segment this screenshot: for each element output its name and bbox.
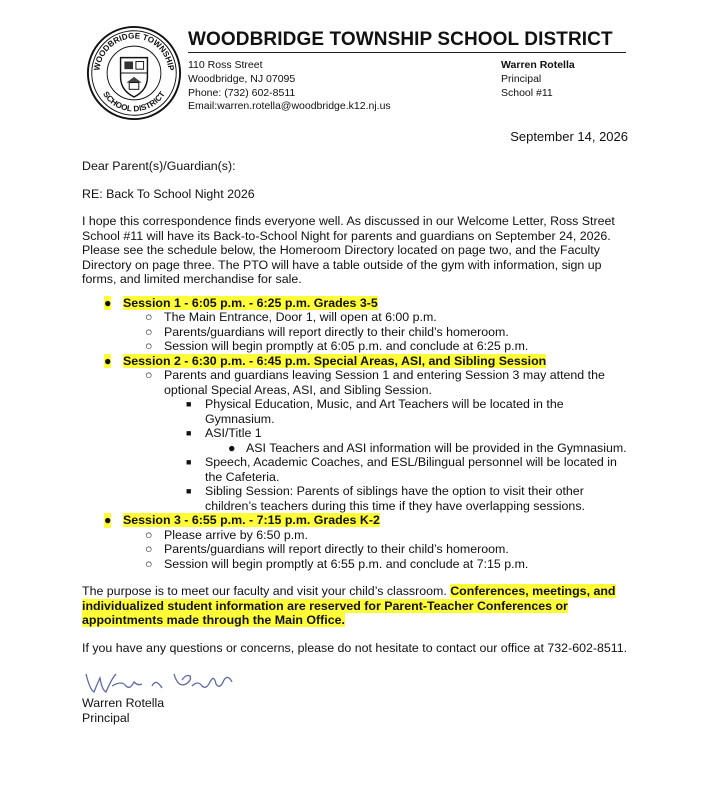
session-2 <box>82 354 630 369</box>
svg-text:SCHOOL DISTRICT: SCHOOL DISTRICT <box>101 89 167 114</box>
list-item: ■ Speech, Academic Coaches, and ESL/Bilingual personnel will be located in the Cafeteria. <box>186 455 617 484</box>
square-bullet-icon: ■ <box>186 399 192 409</box>
session-title: Session 1 - 6:05 p.m. - 6:25 p.m. Grades 3-5 <box>123 295 378 310</box>
district-name: WOODBRIDGE TOWNSHIP SCHOOL DISTRICT <box>188 29 613 50</box>
list-item: ■ Physical Education, Music, and Art Teachers will be located in the Gymnasium. <box>186 397 564 426</box>
session-title: Session 2 - 6:30 p.m. - 6:45 p.m. Special Areas, ASI, and Sibling Session <box>123 353 547 368</box>
circle-bullet-icon: ○ <box>145 542 153 556</box>
purpose-paragraph <box>82 584 630 628</box>
list-item: ○ Parents and guardians leaving Session 1 and entering Session 3 may attend the optional Special Areas, ASI, and Sibling Session. <box>145 368 605 397</box>
circle-bullet-icon: ○ <box>145 310 153 324</box>
circle-bullet-icon: ○ <box>145 324 153 339</box>
bullet-icon: ● <box>104 513 112 527</box>
closing-paragraph: If you have any questions or concerns, please do not hesitate to contact our office at 732-602-8511. <box>82 640 628 655</box>
list-item: ■ Sibling Session: Parents of siblings have the option to visit their other children’s teachers during this time if they have overlapping sessions. <box>186 484 585 513</box>
session-title: Session 3 - 6:55 p.m. - 7:15 p.m. Grades K-2 <box>123 513 380 527</box>
principal-contact <box>501 59 575 100</box>
list-item: ○ Session will begin promptly at 6:05 p.m. and conclude at 6:25 p.m. <box>145 339 529 353</box>
list-item: ■ ASI/Title 1 <box>186 426 262 440</box>
address-email: Email:warren.rotella@woodbridge.k12.nj.us <box>188 100 391 113</box>
address-phone: Phone: (732) 602-8511 <box>188 86 296 99</box>
bullet-icon: ● <box>104 353 112 368</box>
principal-title: Principal <box>501 72 542 85</box>
letter-body <box>82 159 630 725</box>
purpose-highlight: Conferences, meetings, and individualized student information are reserved for Parent-Teacher Conferences or appointments made through the Main Office. <box>82 584 616 627</box>
list-item: ○ The Main Entrance, Door 1, will open at 6:00 p.m. <box>145 310 437 324</box>
purpose-text: The purpose is to meet our faculty and visit your child’s classroom. <box>82 584 447 598</box>
square-bullet-icon: ■ <box>186 428 192 438</box>
square-bullet-icon: ■ <box>186 457 192 467</box>
address-street: 110 Ross Street <box>188 59 263 71</box>
square-bullet-icon: ■ <box>186 486 192 496</box>
list-item: ○ Please arrive by 6:50 p.m. <box>145 527 308 542</box>
header-rule <box>188 52 626 53</box>
intro-paragraph: I hope this correspondence finds everyone well. As discussed in our Welcome Letter, Ross Street School #11 will have its Back-to-School Night for parents and guardians on September 24, 2026. Please see the schedule below, the Homeroom Directory located on page two, and the Faculty Directory on page three. The PTO will have a table outside of the gym with information, sign up forms, and limited merchandise for sale. <box>82 214 615 286</box>
session-1 <box>82 296 630 311</box>
list-item: ○ Parents/guardians will report directly to their child’s homeroom. <box>145 542 509 556</box>
circle-bullet-icon: ○ <box>145 527 153 542</box>
letter-date: September 14, 2026 <box>510 129 628 144</box>
re-line: RE: Back To School Night 2026 <box>82 186 255 201</box>
principal-name: Warren Rotella <box>501 59 575 71</box>
signature-title: Principal <box>82 710 130 725</box>
session-list <box>82 296 630 572</box>
list-item: ○ Session will begin promptly at 6:55 p.m. and conclude at 7:15 p.m. <box>145 556 529 571</box>
list-item: ● ASI Teachers and ASI information will be provided in the Gymnasium. <box>228 440 627 455</box>
list-item: ○ Parents/guardians will report directly to their child’s homeroom. <box>145 324 509 339</box>
circle-bullet-icon: ○ <box>145 556 153 571</box>
district-seal-logo <box>86 25 182 121</box>
school-address <box>188 59 391 114</box>
bullet-icon: ● <box>228 440 236 455</box>
address-city: Woodbridge, NJ 07095 <box>188 72 296 85</box>
school-number: School #11 <box>501 86 553 99</box>
session-3 <box>82 513 630 528</box>
salutation: Dear Parent(s)/Guardian(s): <box>82 159 236 173</box>
signature <box>82 668 630 696</box>
svg-text:WOODBRIDGE TOWNSHIP: WOODBRIDGE TOWNSHIP <box>92 31 176 72</box>
circle-bullet-icon: ○ <box>145 368 153 382</box>
signature-name: Warren Rotella <box>82 696 165 710</box>
bullet-icon: ● <box>104 295 112 310</box>
handwritten-signature <box>82 668 242 696</box>
circle-bullet-icon: ○ <box>145 339 153 353</box>
